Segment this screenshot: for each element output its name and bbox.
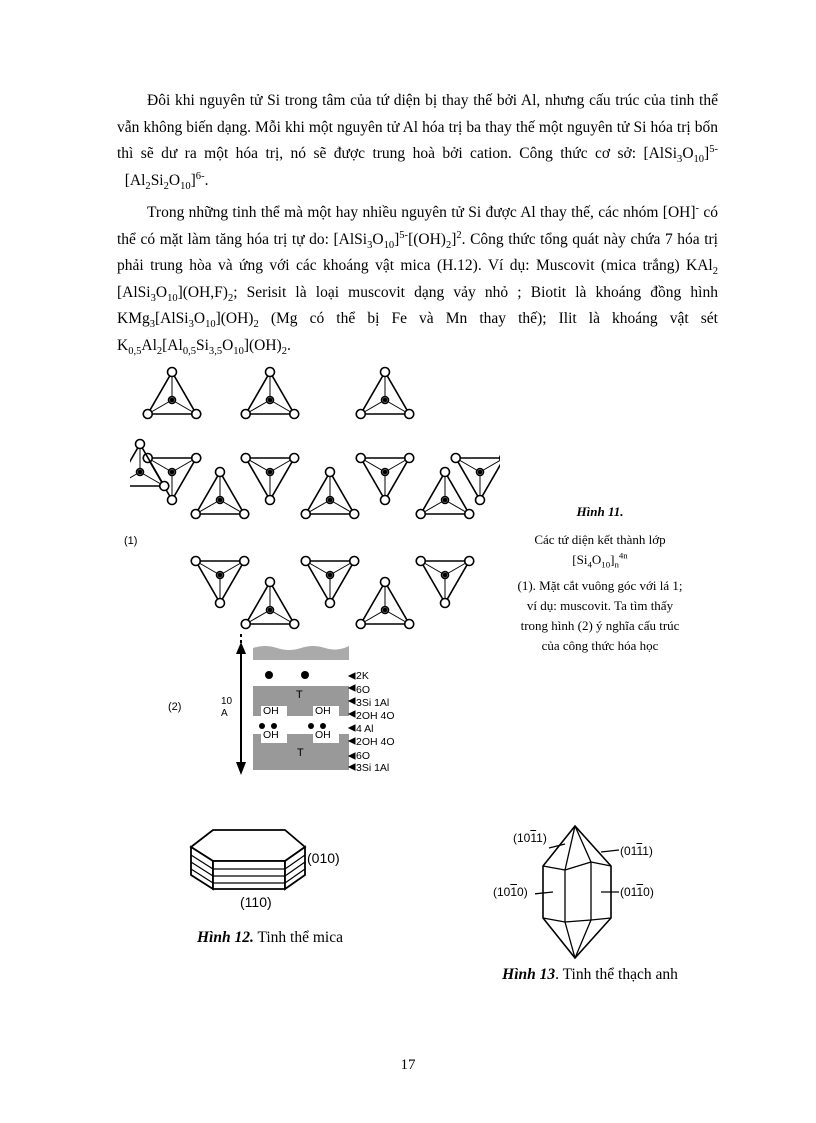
quartz-face-ml: (1010) <box>493 885 528 899</box>
scale-unit: A <box>221 708 228 719</box>
layer-label: 6O <box>356 684 371 696</box>
mica-face-010: (010) <box>307 850 340 866</box>
figure11-caption-line: Các tứ diện kết thành lớp <box>534 532 666 547</box>
quartz-face-mr: (0110) <box>620 885 654 899</box>
layer-label: 6O <box>356 750 371 762</box>
quartz-crystal-diagram <box>535 822 625 962</box>
figure12-caption: Hình 12. Tinh thể mica <box>197 929 343 946</box>
mica-crystal-diagram <box>185 825 310 900</box>
t-label-bottom: T <box>297 747 304 759</box>
oh-label: OH <box>315 705 331 717</box>
figure-label-2: (2) <box>168 701 182 713</box>
oh-label: OH <box>315 729 331 741</box>
quartz-face-tr: (0111) <box>620 844 653 858</box>
oh-label: OH <box>263 705 279 717</box>
layer-label: 4 Al <box>356 723 374 735</box>
figure11-caption-title: Hình 11. <box>576 504 624 519</box>
layer-label: 3Si 1Al <box>356 697 390 709</box>
figure11-caption-desc: (1). Mặt cắt vuông góc với lá 1; ví dụ: muscovit. Ta tìm thấy trong hình (2) ý nghĩa cấu trúc của công thức hóa học <box>517 578 683 653</box>
figure11-caption-formula: $[Si_4O_{10}]_n^{4n}$ <box>572 550 628 570</box>
figure13-caption: Hình 13. Tinh thể thạch anh <box>502 966 678 983</box>
page-number: 17 <box>400 1057 416 1073</box>
layer-label: 2OH 4O <box>356 736 395 748</box>
paragraph-1: Đôi khi nguyên tử Si trong tâm của tứ diện bị thay thế bởi Al, nhưng cấu trúc của tinh thể vẫn không biến dạng. Mỗi khi một nguyên tử Al hóa trị ba thay thế một nguyên tử Si hóa trị bốn thì sẽ dư ra một hóa trị, nó sẽ được trung hoà bởi cation. Công thức cơ sở: $[AlSi_3O_{10}]^{5-}$ $[Al_2Si_2O_{10}]^{6-}$. <box>117 92 718 192</box>
figure-label-1: (1) <box>124 535 138 547</box>
tetrahedral-sheet-diagram <box>130 360 500 630</box>
t-label-top: T <box>296 689 303 701</box>
layer-label: 3Si 1Al <box>356 762 390 774</box>
scale-value: 10 <box>221 696 233 707</box>
mica-face-110: (110) <box>240 894 272 910</box>
layer-label: 2K <box>356 670 369 682</box>
layer-label: 2OH 4O <box>356 710 395 722</box>
paragraph-2: Trong những tinh thể mà một hay nhiều nguyên tử Si được Al thay thế, các nhóm [OH]- có thể có mặt làm tăng hóa trị tự do: $[AlSi_3O_{10}]^{5-}[(OH)_2]^2$. Công thức tổng quát này chứa 7 hóa trị phải trung hòa và ứng với các khoáng vật mica (H.12). Ví dụ: Muscovit (mica trắng) KAl$_2$ $[AlSi_3O_{10}](OH,F)_2$; Serisit là loại muscovit dạng vảy nhỏ ; Biotit là khoáng đồng hình $KMg_3[AlSi_3O_{10}](OH)_2$ (Mg có thể bị Fe và Mn thay thế); Ilit là khoáng vật sét $K_{0,5}Al_2[Al_{0,5}Si_{3,5}O_{10}](OH)_2$. <box>117 202 718 357</box>
figure11-caption <box>505 502 695 656</box>
quartz-face-tl: (1011) <box>513 831 547 845</box>
oh-label: OH <box>263 729 279 741</box>
